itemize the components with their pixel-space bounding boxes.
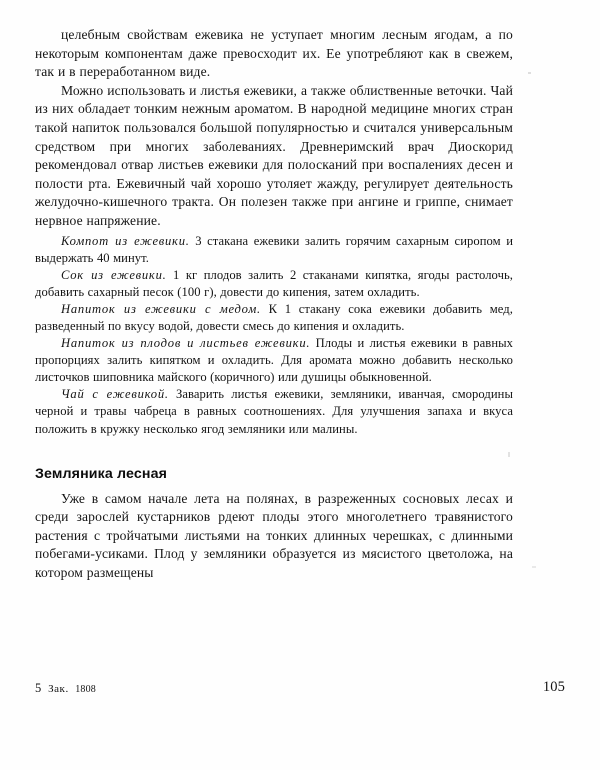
scan-speckle — [528, 72, 531, 74]
paragraph-strawberry-description: Уже в самом начале лета на полянах, в разреженных сосновых лесах и среди зарослей кустарников рдеют плоды этого многолетнего травянистого растения с тройчатыми листьями на тонких длинных черешках, с длинными побегами-усиками. Плод у земляники образуется из мясистого цветоложа, на котором размещены — [35, 490, 513, 581]
page-number: 105 — [542, 679, 565, 695]
printer-imprint — [35, 681, 96, 696]
recipe-honey-drink-title: Напиток из ежевики с медом. — [61, 301, 261, 316]
recipe-blackberry-tea-title: Чай с ежевикой. — [61, 387, 169, 402]
paragraph-leaves-tea: Можно использовать и листья ежевики, а также облиственные веточки. Чай из них обладает тонким нежным ароматом. В народной медицине многих стран такой напиток пользовался большой популярностью и считался универсальным средством при многих заболеваниях. Древнеримский врач Диоскорид рекомендовал отвар листьев ежевики для полосканий при воспалениях десен и полости рта. Ежевичный чай хорошо утоляет жажду, регулирует деятельность желудочно-кишечного тракта. Он полезен также при ангине и гриппе, снимает нервное напряжение. — [35, 82, 513, 228]
paragraph-berry-properties: целебным свойствам ежевика не уступает многим лесным ягодам, а по некоторым компонентам даже превосходит их. Ее употребляют как в свежем, так и в переработанном виде. — [35, 27, 513, 80]
imprint-order-label: Зак. — [48, 683, 69, 695]
recipe-blackberry-tea — [35, 386, 513, 437]
page-text-column — [35, 26, 513, 583]
section-heading-wild-strawberry: Земляника лесная — [35, 465, 168, 482]
recipe-juice — [35, 267, 513, 301]
recipe-honey-drink — [35, 301, 513, 335]
recipe-fruit-leaf-drink — [35, 335, 513, 386]
recipe-blackberry-tea-body: Заварить листья ежевики, земляники, иванчая, смородины черной и травы чабреца в равных соотношениях. Для улучшения запаха и вкуса положить в кружку несколько ягод земляники или малины. — [35, 387, 513, 436]
recipe-honey-drink-body: К 1 стакану сока ежевики добавить мед, разведенный по вкусу водой, довести смесь до кипения и охладить. — [35, 301, 513, 333]
recipe-compote-title: Компот из ежевики. — [61, 233, 190, 248]
recipe-juice-title: Сок из ежевики. — [61, 267, 167, 282]
imprint-signature-number: 5 — [35, 681, 42, 695]
spacer-before-section-heading — [35, 438, 513, 465]
recipe-compote-body: 3 стакана ежевики залить горячим сахарным сиропом и выдержать 40 минут. — [35, 233, 513, 265]
imprint-order-number: 1808 — [75, 684, 97, 695]
recipe-fruit-leaf-drink-body: Плоды и листья ежевики в равных пропорциях залить кипятком и охладить. Для аромата можно добавить несколько листочков шиповника майского (коричного) или душицы обыкновенной. — [35, 336, 513, 385]
scan-speckle — [532, 566, 536, 568]
recipe-compote — [35, 233, 513, 267]
recipe-juice-body: 1 кг плодов залить 2 стаканами кипятка, ягоды растолочь, добавить сахарный песок (100 г), довести до кипения, затем охладить. — [35, 267, 513, 299]
page-footer — [35, 681, 565, 701]
recipe-fruit-leaf-drink-title: Напиток из плодов и листьев ежевики. — [61, 336, 311, 351]
spacer-after-section-heading — [35, 483, 513, 490]
